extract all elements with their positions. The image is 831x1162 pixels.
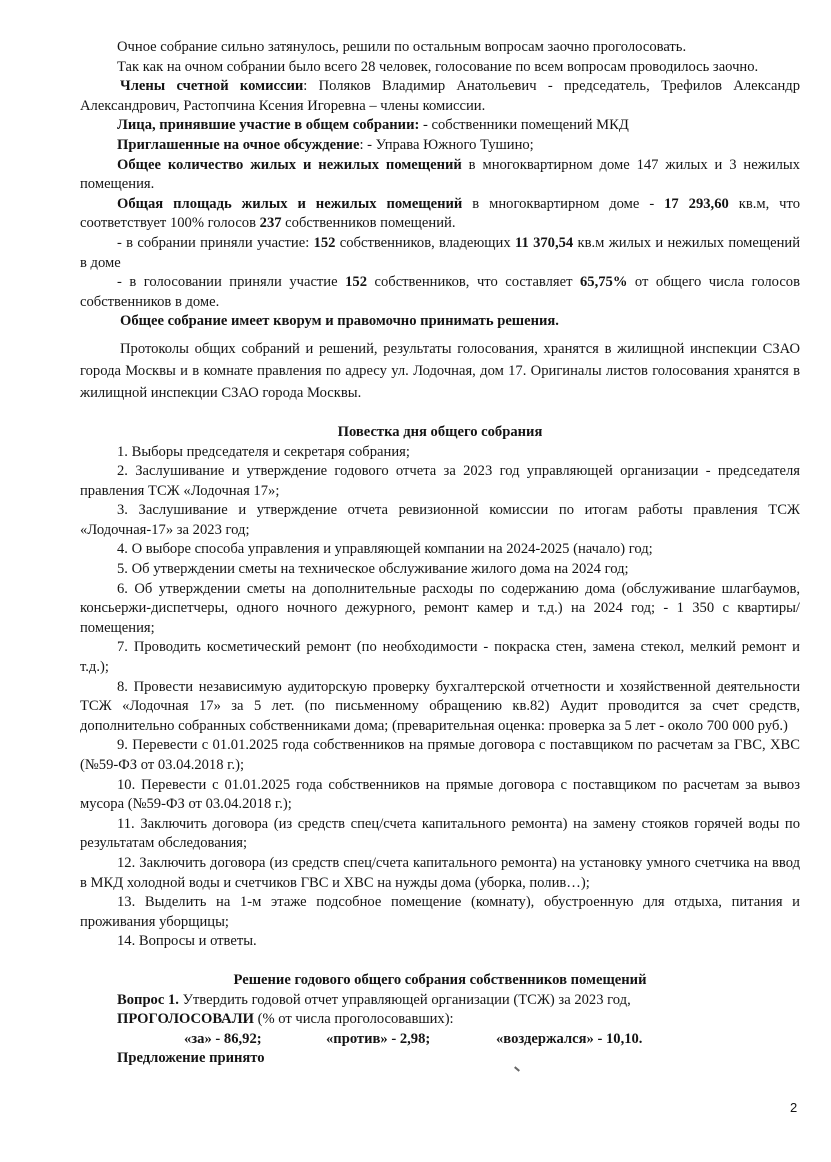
agenda-title: Повестка дня общего собрания [337,423,543,440]
vote-results [80,1030,800,1050]
agenda-item: 6. Об утверждении сметы на дополнительные расходы по содержанию дома (обслуживание шлагбаумов, консьержи-диспетчеры, одного ночного дежурного, ремонт камер и т.д.) на 2024 год; - 1 350 с квартиры/помещения; [80,580,800,636]
agenda-item: 3. Заслушивание и утверждение отчета ревизионной комиссии по итогам работы правления ТСЖ «Лодочная-17» за 2023 год; [80,502,800,538]
voted-label: ПРОГОЛОСОВАЛИ [117,1011,254,1028]
agenda-item: 1. Выборы председателя и секретаря собрания; [117,443,410,460]
vote-abstain: «воздержался» - 10,10. [496,1030,643,1047]
invited-label: Приглашенные на очное обсуждение [117,136,360,153]
agenda-item: 10. Перевести с 01.01.2025 года собственников на прямые договора с поставщиком по расчетам за вывоз мусора (№59-ФЗ от 03.04.2018 г.); [80,776,800,813]
vote-text: от общего числа голосов собственников в доме. [80,274,800,310]
area-value: 17 293,60 [664,195,729,212]
page-number: 2 [790,1100,798,1115]
agenda-item: 4. О выборе способа управления и управляющей компании на 2024-2025 (начало) год; [117,541,653,558]
meeting-participation-paragraph [80,234,800,273]
decision-result-text: Предложение принято [117,1050,265,1067]
question-1-text: Утвердить годовой отчет управляющей организации (ТСЖ) за 2023 год, [178,991,631,1008]
meeting-text: - в собрании приняли участие: [117,234,314,251]
question-1 [80,991,800,1011]
area-text: кв.м, что соответствует 100% голосов [80,195,801,232]
area-text: в многоквартирном доме - [462,195,665,212]
agenda-list [80,443,800,952]
intro-paragraph-1: Очное собрание сильно затянулось, решили по остальным вопросам заочно проголосовать. [117,39,687,55]
vote-text: собственников, что составляет [367,274,580,291]
agenda-item: 2. Заслушивание и утверждение годового отчета за 2023 год управляющей организации - председателя правления ТСЖ «Лодочная 17»; [80,463,800,499]
participants-text: - собственники помещений МКД [419,117,629,134]
commission-paragraph [80,77,800,116]
owners-total: 237 [259,215,282,232]
vote-participation-paragraph [80,273,800,312]
area-label: Общая площадь жилых и нежилых помещений [117,195,463,212]
vote-against: «против» - 2,98; [326,1030,431,1047]
agenda-item: 9. Перевести с 01.01.2025 года собственников на прямые договора с поставщиком по расчетам за ГВС, ХВС (№59-ФЗ от 03.04.2018 г.); [80,737,800,773]
participants-paragraph [80,116,800,136]
agenda-item: 5. Об утверждении сметы на техническое обслуживание жилого дома на 2024 год; [117,561,629,578]
protocols-paragraph: Протоколы общих собраний и решений, результаты голосования, хранятся в жилищной инспекции СЗАО города Москвы и в комнате правления по адресу ул. Лодочная, дом 17. Оригиналы листов голосования хранятся в жилищной инспекции СЗАО города Москвы. [80,340,800,401]
premises-paragraph [80,156,800,195]
quorum-text: Общее собрание имеет кворум и правомочно принимать решения. [120,313,559,330]
agenda-item: 7. Проводить косметический ремонт (по необходимости - покраска стен, замена стекол, мелкий ремонт и т.д.); [80,639,800,676]
vote-text: - в голосовании приняли участие [117,274,346,291]
invited-text: : - Управа Южного Тушино; [359,136,534,153]
area-text: собственников помещений. [281,215,456,232]
voted-text: (% от числа проголосовавших): [253,1011,454,1028]
participants-label: Лица, принявшие участие в общем собрании: [117,117,420,134]
premises-text: в многоквартирном доме 147 жилых и 3 нежилых помещения. [80,156,800,193]
decision-result [80,1049,800,1069]
agenda-item: 13. Выделить на 1-м этаже подсобное помещение (комнату), обустроенную для отдыха, питания и проживания уборщицы; [80,894,800,930]
meeting-area: 11 370,54 [514,234,574,251]
meeting-text: кв.м жилых и нежилых помещений в доме [80,234,801,271]
intro-paragraph-2: Так как на очном собрании было всего 28 человек, голосование по всем вопросам проводилось заочно. [117,58,759,75]
premises-label: Общее количество жилых и нежилых помещений [117,156,462,173]
area-paragraph [80,195,800,234]
quorum-statement [80,312,800,332]
agenda-item: 14. Вопросы и ответы. [117,933,257,950]
question-1-label: Вопрос 1. [117,991,179,1008]
vote-owners: 152 [345,274,367,291]
commission-text: : Поляков Владимир Анатольевич - председатель, Трефилов Александр Александрович, Растопчина Ксения Игоревна – члены комиссии. [80,78,800,114]
commission-label: Члены счетной комиссии [120,78,304,95]
meeting-owners: 152 [313,234,336,251]
agenda-item: 12. Заключить договора (из средств спец/счета капитального ремонта) на установку умного счетчика на ввод в МКД холодной воды и счетчиков ГВС и ХВС на нужды дома (уборка, полив…); [80,854,800,891]
vote-for: «за» - 86,92; [184,1030,262,1047]
agenda-item: 8. Провести независимую аудиторскую проверку бухгалтерской отчетности и хозяйственной деятельности ТСЖ «Лодочная 17» за 5 лет. (по письменному обращению кв.82) Аудит проводится за счет средств, дополнительно собранных собственниками дома; (преварительная оценка: проверка за 5 лет - около 700 000 руб.) [80,678,800,734]
voted-line [80,1010,800,1030]
document-body [80,38,800,1069]
decision-title: Решение годового общего собрания собственников помещений [233,971,647,988]
invited-paragraph [80,136,800,156]
agenda-item: 11. Заключить договора (из средств спец/счета капитального ремонта) на замену стояков горячей воды по результатам обследования; [80,815,800,852]
vote-percent: 65,75% [579,274,628,291]
meeting-text: собственников, владеющих [335,234,515,251]
